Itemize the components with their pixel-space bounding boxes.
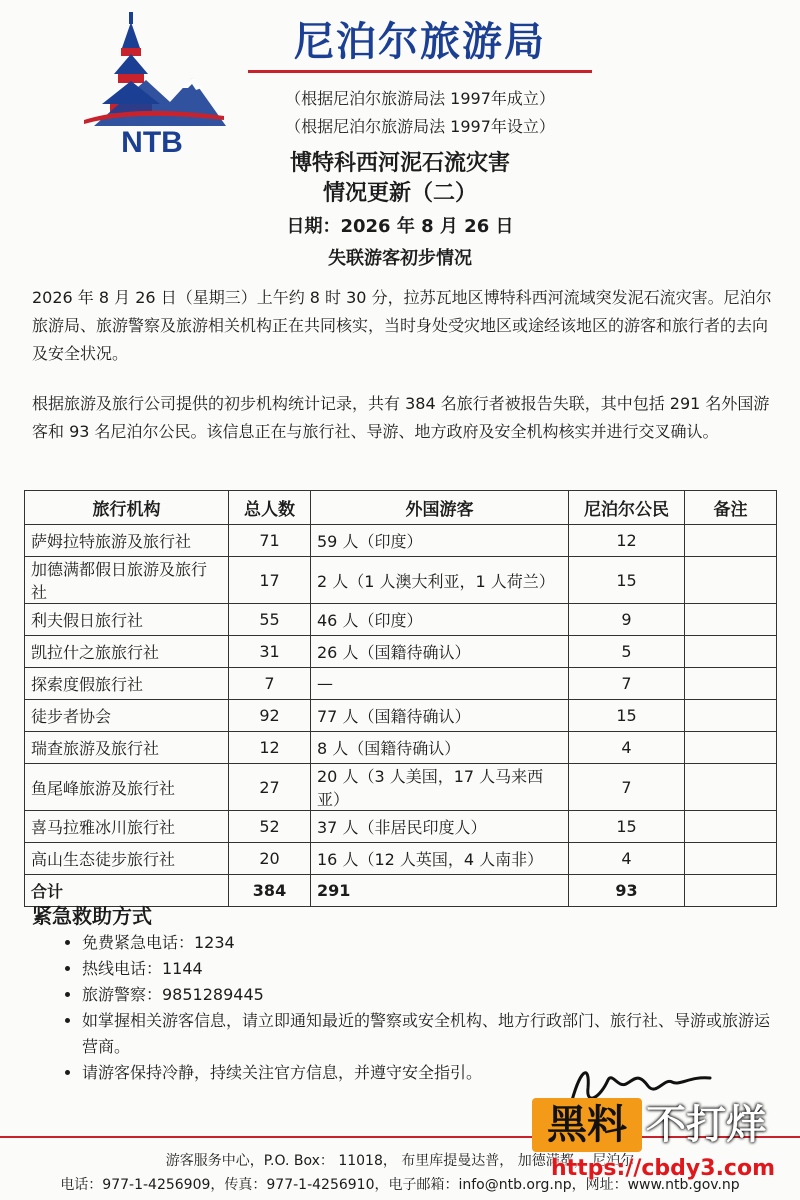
table-row xyxy=(25,700,777,732)
table-row xyxy=(25,764,777,811)
title-underline xyxy=(248,70,592,73)
cell-nepali: 12 xyxy=(569,525,685,557)
watermark xyxy=(532,1098,794,1190)
cell-foreign-sum: 291 xyxy=(311,875,569,907)
table-row xyxy=(25,668,777,700)
svg-text:NTB: NTB xyxy=(121,126,183,158)
cell-nepali: 15 xyxy=(569,700,685,732)
table-row xyxy=(25,636,777,668)
cell-total: 52 xyxy=(229,811,311,843)
cell-nepali: 15 xyxy=(569,811,685,843)
cell-nepali: 7 xyxy=(569,764,685,811)
cell-foreign: 26 人（国籍待确认） xyxy=(311,636,569,668)
cell-total: 55 xyxy=(229,604,311,636)
cell-agency: 鱼尾峰旅游及旅行社 xyxy=(25,764,229,811)
emergency-section-title: 紧急救助方式 xyxy=(32,904,152,928)
cell-agency: 探索度假旅行社 xyxy=(25,668,229,700)
cell-note xyxy=(685,636,777,668)
cell-total: 12 xyxy=(229,732,311,764)
list-item: • 热线电话：1144 xyxy=(82,956,782,982)
missing-travelers-table xyxy=(24,490,777,907)
cell-note xyxy=(685,875,777,907)
cell-total: 17 xyxy=(229,557,311,604)
table-row xyxy=(25,732,777,764)
cell-agency: 凯拉什之旅旅行社 xyxy=(25,636,229,668)
cell-note xyxy=(685,557,777,604)
letterhead xyxy=(0,0,800,158)
cell-total: 27 xyxy=(229,764,311,811)
watermark-text: 不打烊 xyxy=(646,1102,766,1148)
cell-foreign: 16 人（12 人英国，4 人南非） xyxy=(311,843,569,875)
footer-contact: 电话：977-1-4256909，传真：977-1-4256910，电子邮箱：info@ntb.org.np，网址：www.ntb.gov.np xyxy=(60,1177,740,1193)
table-row xyxy=(25,525,777,557)
org-name: 尼泊尔旅游局 xyxy=(294,19,546,65)
cell-foreign: 59 人（印度） xyxy=(311,525,569,557)
header-agency: 旅行机构 xyxy=(25,491,229,525)
list-item: • 免费紧急电话：1234 xyxy=(82,930,782,956)
cell-agency: 萨姆拉特旅游及旅行社 xyxy=(25,525,229,557)
cell-total: 31 xyxy=(229,636,311,668)
table-header-row xyxy=(25,491,777,525)
cell-nepali-sum: 93 xyxy=(569,875,685,907)
watermark-url: https://cbdy3.com xyxy=(550,1156,776,1181)
ntb-logo xyxy=(74,8,234,158)
list-item: • 旅游警察：9851289445 xyxy=(82,982,782,1008)
cell-agency: 喜马拉雅冰川旅行社 xyxy=(25,811,229,843)
cell-nepali: 5 xyxy=(569,636,685,668)
established-note-2: （根据尼泊尔旅游局法 1997年设立） xyxy=(285,117,555,136)
cell-total: 71 xyxy=(229,525,311,557)
cell-foreign: 20 人（3 人美国，17 人马来西亚） xyxy=(311,764,569,811)
established-note-1: （根据尼泊尔旅游局法 1997年成立） xyxy=(285,89,555,108)
cell-nepali: 4 xyxy=(569,843,685,875)
cell-nepali: 15 xyxy=(569,557,685,604)
cell-nepali: 9 xyxy=(569,604,685,636)
cell-total: 7 xyxy=(229,668,311,700)
list-item: • 请游客保持冷静，持续关注官方信息，并遵守安全指引。 xyxy=(82,1060,782,1086)
cell-total: 92 xyxy=(229,700,311,732)
incident-paragraph: 2026 年 8 月 26 日（星期三）上午约 8 时 30 分，拉苏瓦地区博特科西河流域突发泥石流灾害。尼泊尔旅游局、旅游警察及旅游相关机构正在共同核实，当时身处受灾地区或途经该地区的游客和旅行者的去向及安全状况。 xyxy=(32,288,772,363)
cell-foreign: 46 人（印度） xyxy=(311,604,569,636)
cell-agency: 加德满都假日旅游及旅行社 xyxy=(25,557,229,604)
cell-foreign: — xyxy=(311,668,569,700)
table-row xyxy=(25,604,777,636)
header-note: 备注 xyxy=(685,491,777,525)
footer-address: 游客服务中心，P.O. Box： 11018， 布里库提曼达普， 加德满都， 尼泊尔 xyxy=(165,1153,635,1169)
document-title-line-1: 博特科西河泥石流灾害 xyxy=(289,151,510,176)
cell-total-sum: 384 xyxy=(229,875,311,907)
document-date: 日期：2026 年 8 月 26 日 xyxy=(286,216,514,237)
list-item: • 如掌握相关游客信息，请立即通知最近的警察或安全机构、地方行政部门、旅行社、导游或旅游运营商。 xyxy=(82,1008,782,1060)
cell-total: 20 xyxy=(229,843,311,875)
cell-note xyxy=(685,700,777,732)
cell-foreign: 37 人（非居民印度人） xyxy=(311,811,569,843)
cell-agency: 瑞查旅游及旅行社 xyxy=(25,732,229,764)
document-title-line-2: 情况更新（二） xyxy=(322,181,477,206)
cell-note xyxy=(685,525,777,557)
cell-foreign: 8 人（国籍待确认） xyxy=(311,732,569,764)
cell-note xyxy=(685,732,777,764)
table-row xyxy=(25,811,777,843)
table-row xyxy=(25,557,777,604)
cell-agency: 高山生态徒步旅行社 xyxy=(25,843,229,875)
header-foreign: 外国游客 xyxy=(311,491,569,525)
header-nepali: 尼泊尔公民 xyxy=(569,491,685,525)
cell-agency: 徒步者协会 xyxy=(25,700,229,732)
cell-nepali: 7 xyxy=(569,668,685,700)
table-row xyxy=(25,843,777,875)
header-total: 总人数 xyxy=(229,491,311,525)
cell-total-label: 合计 xyxy=(25,875,229,907)
cell-note xyxy=(685,668,777,700)
cell-agency: 利夫假日旅行社 xyxy=(25,604,229,636)
cell-note xyxy=(685,811,777,843)
cell-foreign: 2 人（1 人澳大利亚，1 人荷兰） xyxy=(311,557,569,604)
section-subheading: 失联游客初步情况 xyxy=(328,248,472,269)
cell-nepali: 4 xyxy=(569,732,685,764)
cell-foreign: 77 人（国籍待确认） xyxy=(311,700,569,732)
watermark-badge: 黑料 xyxy=(532,1098,642,1152)
cell-note xyxy=(685,764,777,811)
cell-note xyxy=(685,604,777,636)
statistics-paragraph: 根据旅游及旅行公司提供的初步机构统计记录，共有 384 名旅行者被报告失联，其中包括 291 名外国游客和 93 名尼泊尔公民。该信息正在与旅行社、导游、地方政府及安全机构核实并进行交叉确认。 xyxy=(32,394,770,441)
cell-note xyxy=(685,843,777,875)
